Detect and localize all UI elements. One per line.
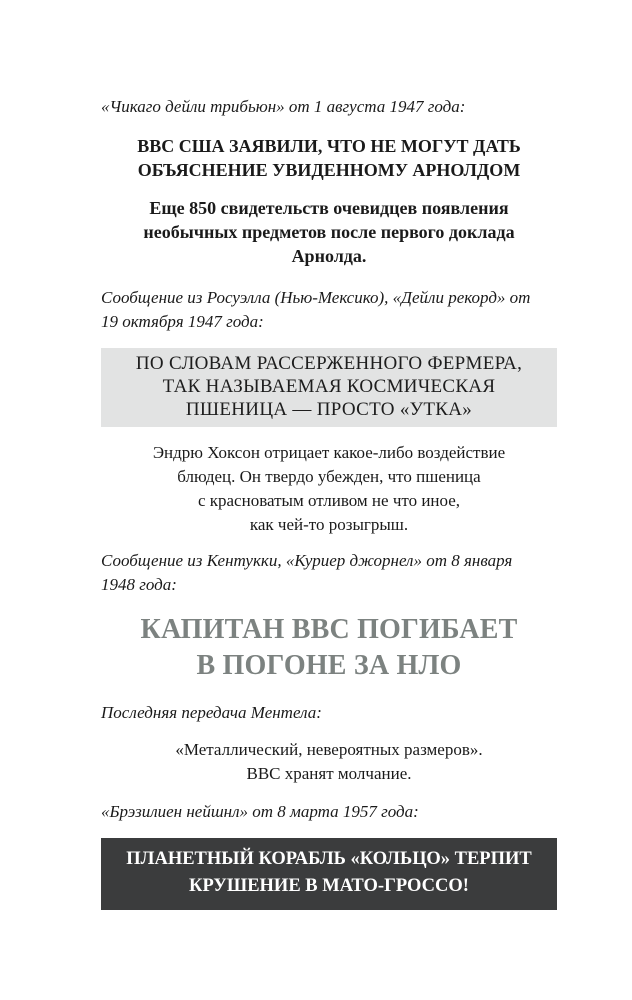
body-metallic bbox=[101, 738, 557, 786]
subheadline-line-2: необычных предметов после первого доклада bbox=[143, 222, 515, 242]
subheadline-line-1: Еще 850 свидетельств очевидцев появления bbox=[149, 198, 509, 218]
headline-captain bbox=[101, 612, 557, 684]
source-text: «Чикаго дейли трибьюн» от 1 августа 1947 года: bbox=[101, 97, 466, 116]
body-hoxon bbox=[101, 441, 557, 537]
body-line-1: «Металлический, невероятных размеров». bbox=[175, 740, 483, 759]
source-text: Последняя передача Ментела: bbox=[101, 703, 322, 722]
source-text: «Брэзилиен нейшнл» от 8 марта 1957 года: bbox=[101, 802, 419, 821]
subheadline-witnesses bbox=[101, 196, 557, 268]
source-line-mantell bbox=[101, 701, 557, 725]
headline-line-1: ПО СЛОВАМ РАССЕРЖЕННОГО ФЕРМЕРА, bbox=[135, 353, 523, 374]
body-line-2: ВВС хранят молчание. bbox=[246, 764, 412, 783]
headline-ring-ship bbox=[101, 846, 557, 900]
headline-line-1: ПЛАНЕТНЫЙ КОРАБЛЬ «КОЛЬЦО» ТЕРПИТ bbox=[126, 849, 532, 869]
body-line-1: Эндрю Хоксон отрицает какое-либо воздействие bbox=[152, 443, 506, 462]
body-line-3: с красноватым отливом не что иное, bbox=[197, 491, 461, 510]
headline-farmer bbox=[101, 352, 557, 421]
body-line-4: как чей-то розыгрыш. bbox=[249, 515, 409, 534]
source-text-line-1: Сообщение из Кентукки, «Куриер джорнел» от 8 января bbox=[101, 551, 513, 570]
headline-line-3: ПШЕНИЦА — ПРОСТО «УТКА» bbox=[185, 399, 473, 420]
source-text-line-2: 1948 года: bbox=[101, 575, 177, 594]
source-text-line-1: Сообщение из Росуэлла (Нью-Мексико), «Дейли рекорд» от bbox=[101, 288, 531, 307]
body-line-2: блюдец. Он твердо убежден, что пшеница bbox=[177, 467, 481, 486]
headline-line-2: В ПОГОНЕ ЗА НЛО bbox=[196, 650, 462, 681]
subheadline-line-3: Арнолда. bbox=[291, 246, 367, 266]
headline-line-2: ТАК НАЗЫВАЕМАЯ КОСМИЧЕСКАЯ bbox=[162, 376, 496, 397]
source-line-brazilian bbox=[101, 800, 557, 824]
headline-line-1: КАПИТАН ВВС ПОГИБАЕТ bbox=[140, 614, 518, 645]
source-line-roswell bbox=[101, 286, 557, 334]
headline-line-1: ВВС США ЗАЯВИЛИ, ЧТО НЕ МОГУТ ДАТЬ bbox=[137, 136, 521, 156]
source-line-chicago bbox=[101, 95, 557, 119]
headline-line-2: КРУШЕНИЕ В МАТО-ГРОССО! bbox=[189, 876, 469, 896]
source-text-line-2: 19 октября 1947 года: bbox=[101, 312, 264, 331]
headline-air-force bbox=[101, 134, 557, 182]
source-line-kentucky bbox=[101, 549, 557, 597]
headline-line-2: ОБЪЯСНЕНИЕ УВИДЕННОМУ АРНОЛДОМ bbox=[137, 160, 521, 180]
